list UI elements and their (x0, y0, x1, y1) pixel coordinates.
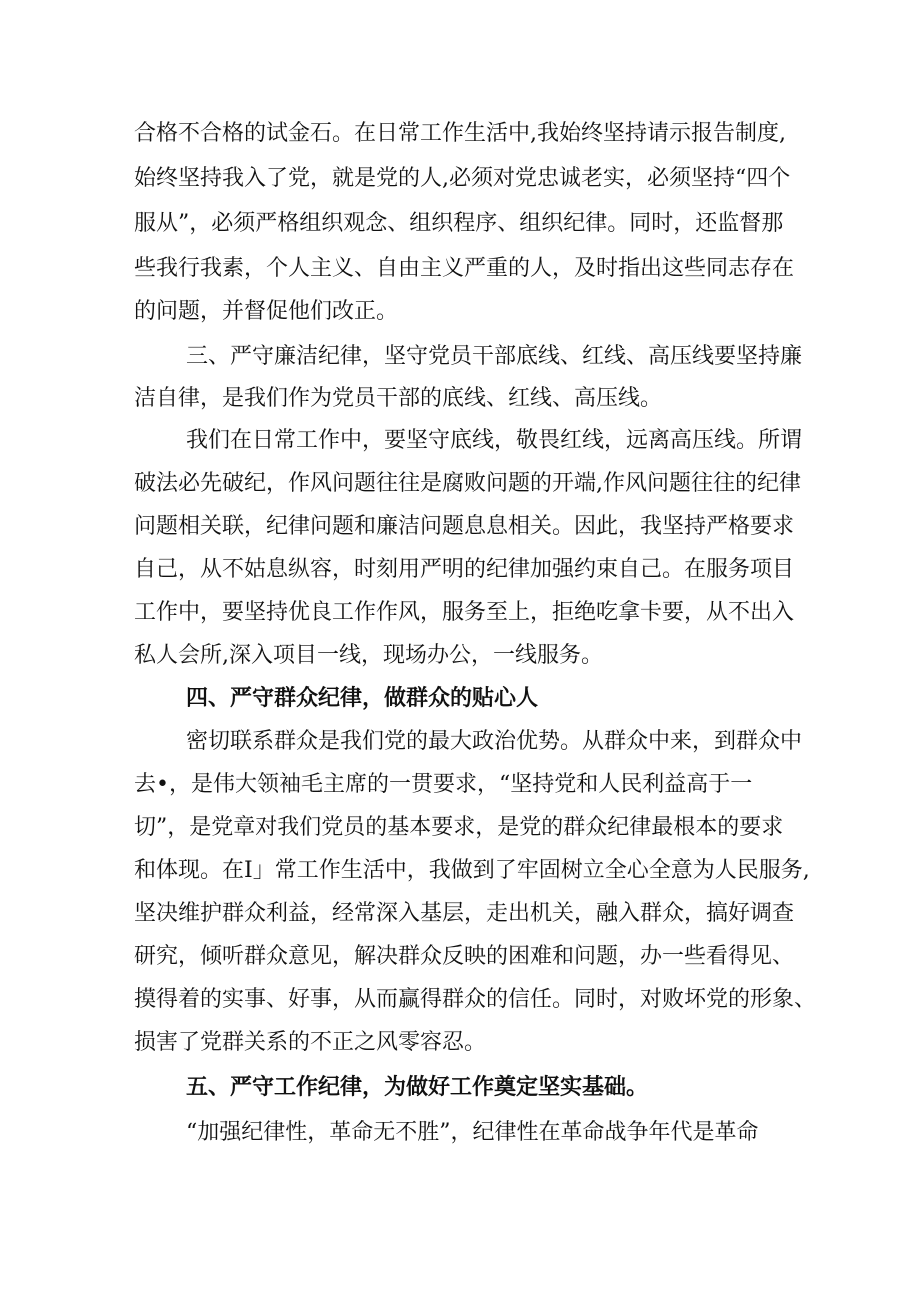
text-line: 损害了党群关系的不正之风零容忍。 (134, 1030, 487, 1055)
text-line: 去•，是伟大领袖毛主席的一贯要求，“坚持党和人民利益高于一 (134, 772, 753, 797)
text-line: 自己，从不姑息纵容，时刻用严明的纪律加强约束自己。在服务项目 (134, 557, 795, 582)
text-line: 洁自律，是我们作为党员干部的底线、红线、高压线。 (134, 386, 663, 411)
text-line: 破法必先破纪，作风问题往往是腐败问题的开端,作风问题往往的纪律 (134, 471, 801, 496)
text-line: 研究，倾听群众意见，解决群众反映的困难和问题，办一些看得见、 (134, 944, 795, 969)
text-line: 合格不合格的试金石。在日常工作生活中,我始终坚持请示报告制度, (134, 121, 786, 146)
text-line: 的问题，并督促他们改正。 (134, 299, 399, 324)
section-heading-3: 三、严守廉洁纪律，坚守党员干部底线、红线、高压线要坚持廉 (186, 344, 803, 369)
text-line: 我们在日常工作中，要坚守底线，敬畏红线，远离高压线。所谓 (186, 428, 803, 453)
text-line: 问题相关联，纪律问题和廉洁问题息息相关。因此，我坚持严格要求 (134, 514, 795, 539)
text-line: 服从”，必须严格组织观念、组织程序、组织纪律。同时，还监督那 (134, 211, 784, 236)
text-line: 坚决维护群众利益，经常深入基层，走出机关，融入群众，搞好调查 (134, 901, 795, 926)
section-heading-4: 四、严守群众纪律，做群众的贴心人 (186, 686, 539, 711)
text-line: 密切联系群众是我们党的最大政治优势。从群众中来，到群众中 (186, 729, 803, 754)
text-line: 和体现。在I」常工作生活中，我做到了牢固树立全心全意为人民服务, (134, 858, 810, 883)
text-line: 摸得着的实事、好事，从而赢得群众的信任。同时，对败坏党的形象、 (134, 987, 817, 1012)
text-line: “加强纪律性，革命无不胜”，纪律性在革命战争年代是革命 (186, 1120, 759, 1145)
text-line: 私人会所,深入项目一线，现场办公，一线服务。 (134, 643, 603, 668)
text-line: 切”，是党章对我们党员的基本要求，是党的群众纪律最根本的要求 (134, 815, 784, 840)
text-line: 些我行我素，个人主义、自由主义严重的人，及时指出这些同志存在 (134, 256, 795, 281)
text-line: 工作中，要坚持优良工作作风，服务至上，拒绝吃拿卡要，从不出入 (134, 600, 795, 625)
section-heading-5: 五、严守工作纪律，为做好工作奠定坚实基础。 (186, 1075, 649, 1100)
text-line: 始终坚持我入了党，就是党的人,必须对党忠诚老实，必须坚持“四个 (134, 166, 791, 191)
